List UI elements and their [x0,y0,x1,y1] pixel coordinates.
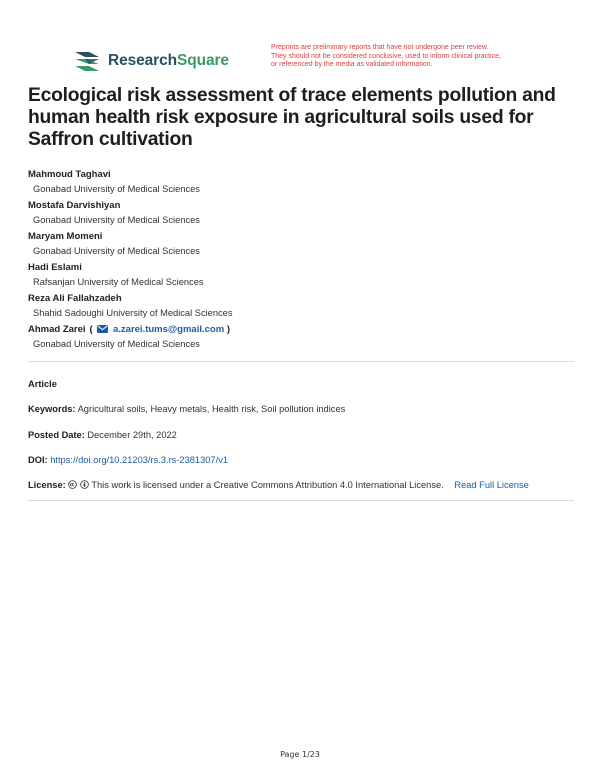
license-label: License: [28,480,66,490]
author-entry [28,168,578,199]
author-email-link[interactable]: a.zarei.tums@gmail.com [113,324,225,335]
author-name: Mostafa Darvishiyan [28,200,121,211]
notice-line: They should not be considered conclusive, used to inform clinical practice, [271,52,501,60]
author-affiliation: Gonabad University of Medical Sciences [33,339,200,349]
title-line: Saffron cultivation [28,129,193,150]
keywords-label: Keywords: [28,404,76,414]
page-number: Page 1/23 [280,750,320,759]
author-affiliation: Rafsanjan University of Medical Sciences [33,277,204,287]
notice-line: or referenced by the media as validated information. [271,61,433,69]
title-line: human health risk exposure in agricultural soils used for [28,107,534,128]
author-name: Reza Ali Fallahzadeh [28,293,122,304]
email-open-paren: ( [89,324,93,335]
preprint-notice [271,44,571,70]
logo-wordmark [108,52,229,70]
author-name: Ahmad Zarei [28,324,86,335]
article-type [28,378,578,391]
author-affiliation: Gonabad University of Medical Sciences [33,246,200,256]
envelope-icon [97,325,108,333]
notice-line: Preprints are preliminary reports that have not undergone peer review. [271,44,489,51]
article-type-label: Article [28,379,57,389]
creative-commons-icon [68,480,77,489]
author-name-row [28,323,578,337]
doi-row [28,454,578,467]
author-entry [28,292,578,323]
author-list [28,168,578,354]
keywords-value: Agricultural soils, Heavy metals, Health risk, Soil pollution indices [77,404,346,414]
license-text: This work is licensed under a Creative Commons Attribution 4.0 International License. [91,480,444,490]
doi-link[interactable]: https://doi.org/10.21203/rs.3.rs-2381307/v1 [50,455,229,465]
author-name: Hadi Eslami [28,262,82,273]
research-square-logo-icon [72,46,102,76]
author-entry [28,323,578,354]
section-divider [28,500,574,501]
title-line: Ecological risk assessment of trace elements pollution and [28,85,556,106]
author-entry [28,261,578,292]
posted-date-label: Posted Date: [28,430,85,440]
paper-title [28,85,578,151]
license-row [28,479,578,492]
section-divider [28,361,574,362]
corresponding-email [90,323,230,337]
author-affiliation: Gonabad University of Medical Sciences [33,184,200,194]
author-name: Mahmoud Taghavi [28,169,111,180]
email-close-paren: ) [226,324,230,335]
author-entry [28,230,578,261]
posted-date-row [28,429,578,442]
posted-date-value: December 29th, 2022 [87,430,177,440]
read-full-license-link[interactable]: Read Full License [454,480,529,490]
logo-word-square: Square [177,52,229,69]
author-affiliation: Shahid Sadoughi University of Medical Sciences [33,308,233,318]
attribution-icon [80,480,89,489]
author-entry [28,199,578,230]
doi-label: DOI: [28,455,48,465]
logo-word-research: Research [108,52,177,69]
research-square-logo[interactable] [72,46,229,76]
author-name: Maryam Momeni [28,231,103,242]
preprint-header [72,44,572,80]
author-affiliation: Gonabad University of Medical Sciences [33,215,200,225]
keywords-row [28,403,578,416]
